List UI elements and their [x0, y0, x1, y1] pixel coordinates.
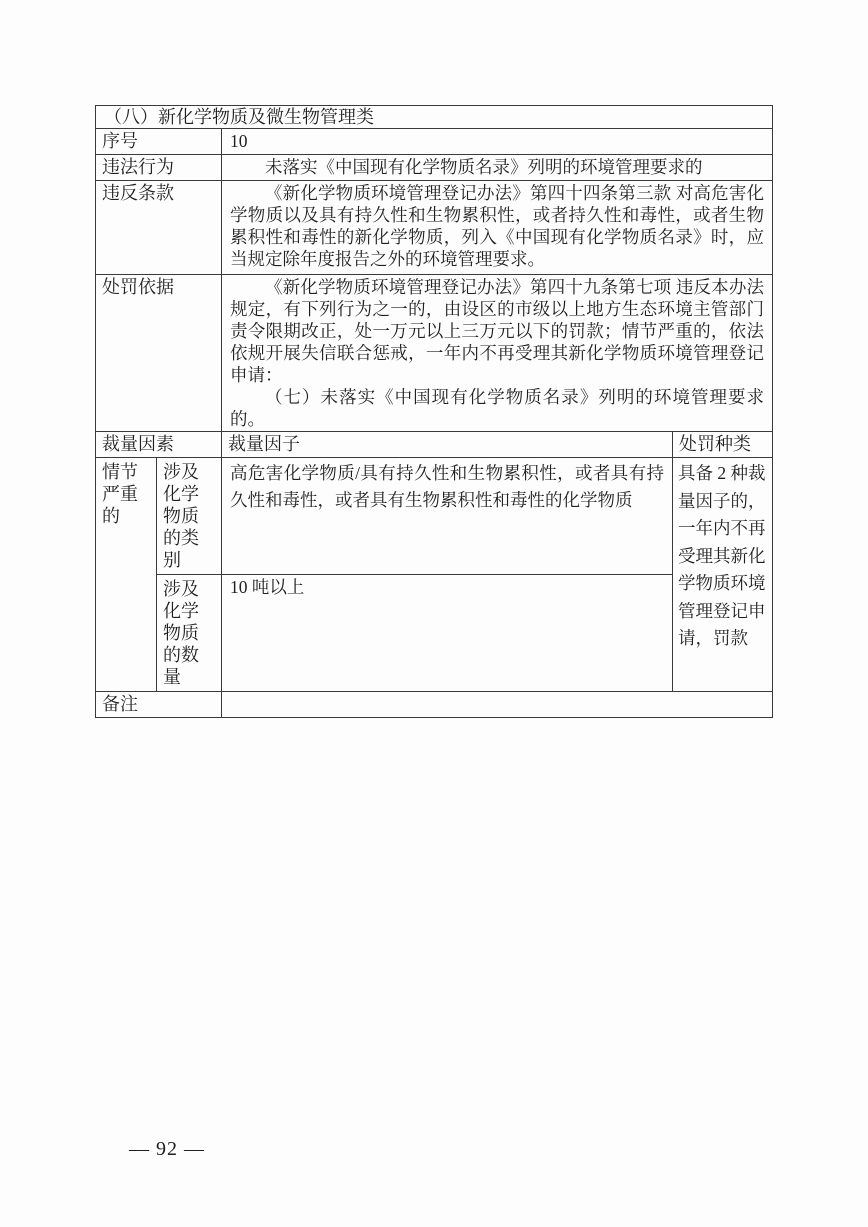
- illegal-act-label: 违法行为: [96, 155, 222, 181]
- table-row: [96, 129, 773, 155]
- table-row: [96, 458, 773, 575]
- table-row: [96, 575, 773, 692]
- discretion-factor-group-header: 裁量因素: [96, 432, 222, 458]
- penalty-basis-paragraph-1: 《新化学物质环境管理登记办法》第四十九条第七项 违反本办法规定，有下列行为之一的，由设区的市级以上地方生态环境主管部门责令限期改正，处一万元以上三万元以下的罚款；情节严重的，依法依规开展失信联合惩戒，一年内不再受理其新化学物质环境管理登记申请：: [230, 277, 764, 385]
- penalty-type-header: 处罚种类: [673, 432, 773, 458]
- substance-type-label: 涉及化学物质的类别: [157, 458, 222, 575]
- remarks-value: [222, 692, 773, 718]
- table-row: [96, 155, 773, 181]
- substance-quantity-label: 涉及化学物质的数量: [157, 575, 222, 692]
- violated-clause-label: 违反条款: [96, 181, 222, 275]
- discretion-factor-header: 裁量因子: [222, 432, 673, 458]
- table-row: [96, 106, 773, 129]
- serial-number-value: 10: [222, 129, 773, 155]
- table-row: [96, 692, 773, 718]
- substance-type-value: 高危害化学物质/具有持久性和生物累积性，或者具有持久性和毒性，或者具有生物累积性和毒性的化学物质: [222, 458, 673, 575]
- serial-number-label: 序号: [96, 129, 222, 155]
- page-number: — 92 —: [129, 1138, 205, 1160]
- section-header-cell: （八）新化学物质及微生物管理类: [96, 106, 773, 129]
- penalty-discretion-table: [95, 105, 773, 718]
- penalty-basis-label: 处罚依据: [96, 275, 222, 432]
- violated-clause-paragraph: 《新化学物质环境管理登记办法》第四十四条第三款 对高危害化学物质以及具有持久性和生物累积性，或者持久性和毒性，或者生物累积性和毒性的新化学物质，列入《中国现有化学物质名录》时，应当规定除年度报告之外的环境管理要求。: [230, 183, 764, 269]
- severe-circumstance-label: 情节严重的: [96, 458, 157, 692]
- penalty-basis-value: [222, 275, 773, 432]
- illegal-act-value: 未落实《中国现有化学物质名录》列明的环境管理要求的: [222, 155, 773, 181]
- penalty-type-value: 具备 2 种裁量因子的，一年内不再受理其新化学物质环境管理登记申请，罚款: [673, 458, 773, 692]
- penalty-basis-paragraph-2: （七）未落实《中国现有化学物质名录》列明的环境管理要求的。: [230, 387, 764, 429]
- table-row: [96, 181, 773, 275]
- table-row: [96, 275, 773, 432]
- violated-clause-value: [222, 181, 773, 275]
- substance-quantity-value: 10 吨以上: [222, 575, 673, 692]
- remarks-label: 备注: [96, 692, 222, 718]
- table-row: [96, 432, 773, 458]
